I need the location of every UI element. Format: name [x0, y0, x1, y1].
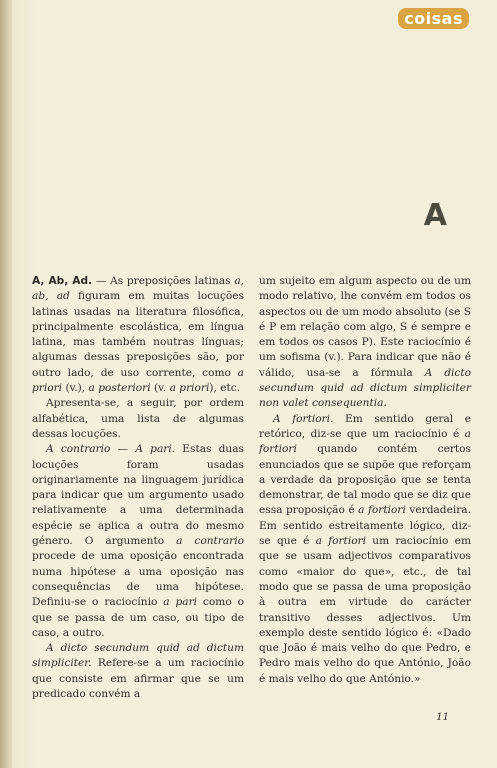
text: figuram em muitas locuções latinas usadas na literatura filosófica, principalmente escolástica, em língua latina, mas também noutras línguas; algumas dessas preposições são, por outro lado, de uso corrente, como [32, 290, 244, 379]
watermark-logo: coisas [398, 8, 469, 29]
italic-term: A dicto secundum quid ad dictum simpliciter. [32, 642, 244, 670]
text: (v.), [62, 382, 89, 395]
italic-term: a fortiori [315, 535, 367, 548]
italic-term: a priori [169, 382, 210, 395]
italic-term: A fortiori. [273, 412, 334, 425]
text: um raciocínio em que se usam adjectivos comparativos como «maior do que», etc., de tal modo que se passa de uma proposição à outra em virtude do carácter transitivo desses adjectivos. Um exemplo deste sentido lógico é: «Dado que João é mais velho do que Pedro, e Pedro mais velho do que António, João é mais velho do que António.» [259, 535, 471, 685]
italic-term: A dicto secundum quid ad dictum simpliciter non valet consequentia. [259, 366, 471, 410]
text: verdadeira. Em sentido estreitamente lógico, diz-se que é [259, 504, 471, 548]
italic-term: a, ab, ad [32, 275, 244, 303]
text: como o que se passa de um caso, ou tipo de caso, a outro. [32, 596, 244, 639]
entry-head: A, Ab, Ad. [32, 275, 93, 287]
page-gutter-shadow [0, 0, 12, 768]
entry-a-dicto-continued [259, 274, 471, 412]
left-column [32, 274, 244, 702]
italic-term: A contrario — A pari. [46, 443, 176, 456]
text: Estas duas locuções foram usadas originariamente na linguagem jurídica para indicar que um argumento usado relativamente a uma determinada espécie se aplica a outra do mesmo género. O argumento [32, 443, 244, 548]
text: procede de uma oposição encontrada numa hipótese a uma oposição nas consequências de uma hipótese. Definiu-se o raciocínio [32, 550, 244, 609]
paragraph-intro-list: Apresenta-se, a seguir, por ordem alfabética, uma lista de algumas dessas locuções. [32, 397, 244, 440]
text: (v. [150, 382, 170, 395]
entry-a-dicto [32, 641, 244, 702]
italic-term: a contrario [176, 535, 244, 548]
italic-term: a pari [163, 596, 198, 609]
italic-term: a fortiori [259, 427, 471, 456]
entry-a-fortiori [259, 412, 471, 687]
page-number: 11 [436, 712, 449, 723]
text: — As preposições latinas [92, 275, 235, 287]
text: um sujeito em algum aspecto ou de um modo relativo, lhe convém em todos os aspectos ou de um modo absoluto (se S é P em relação com algo, S é sempre e em todos os casos P). Este raciocínio é um sofisma (v.). Para indicar que não é válido, usa-se a fórmula [259, 275, 471, 379]
text: Em sentido geral e retórico, diz-se que um raciocínio é [259, 412, 471, 440]
text: ), etc. [209, 382, 241, 395]
entry-a-ab-ad [32, 274, 244, 396]
right-column [259, 274, 471, 687]
italic-term: a fortiori [358, 504, 406, 517]
italic-term: a priori [32, 366, 244, 395]
text: quando contém certos enunciados que se supõe que reforçam a verdade da proposição que se tenta demonstrar, de tal modo que se diz que essa proposição é [259, 443, 472, 517]
text: Refere-se a um raciocínio que consiste em afirmar que se um predicado convém a [32, 657, 244, 701]
entry-a-contrario [32, 442, 244, 641]
italic-term: a posteriori [88, 382, 151, 395]
section-letter: A [423, 198, 447, 233]
